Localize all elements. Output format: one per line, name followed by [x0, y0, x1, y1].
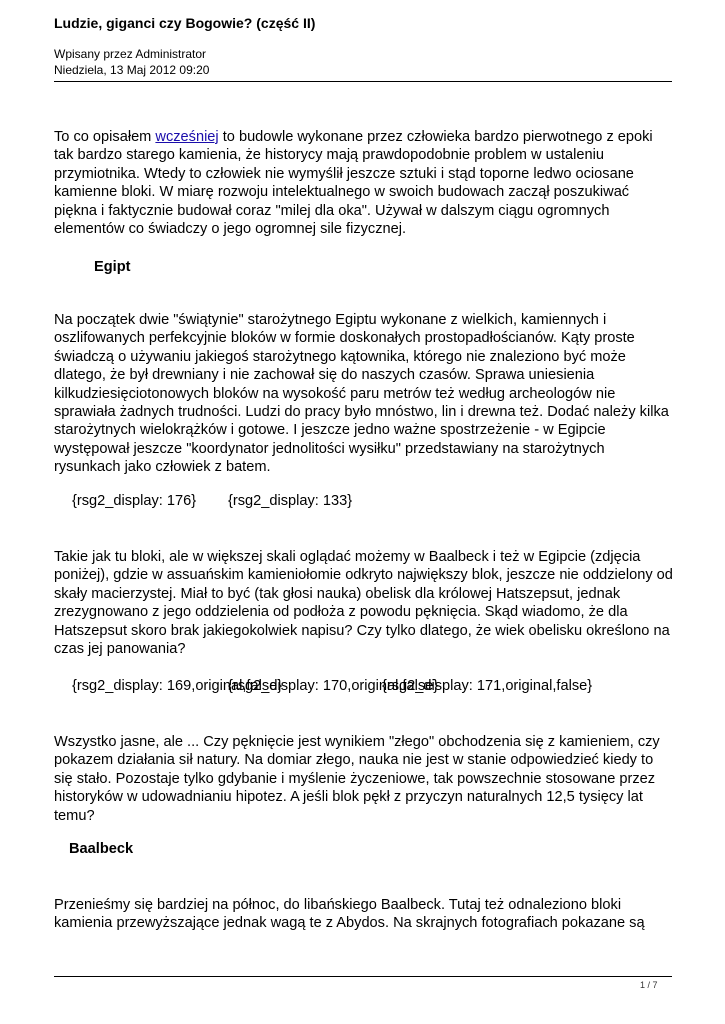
intro-paragraph — [54, 128, 679, 238]
image-placeholder: {rsg2_display: 169,original,false} — [72, 678, 283, 694]
paragraph-line: temu? — [54, 807, 95, 824]
paragraph-line: historyków w udowadnianiu hipotez. A jeśli blok pękł z przyczyn naturalnych 12,5 tysięcy lat — [54, 789, 643, 806]
paragraph-line: przymiotnika. Wtedy to człowiek nie wymyślił jeszcze sztuki i stąd toporne ledwo ociosane — [54, 165, 634, 182]
image-placeholder: {rsg2_display: 176} — [72, 493, 197, 509]
quarry-paragraph — [54, 548, 679, 658]
section-heading-egipt: Egipt — [94, 259, 131, 275]
paragraph-line: starożytnych wielokrążków i gotowe. I jeszcze jedno ważne spostrzeżenie - w Egipcie — [54, 422, 606, 439]
intro-first-line — [54, 128, 679, 146]
paragraph-line: występował jeszcze "koordynator jednolitości wysiłku" przedstawiany na starożytnych — [54, 440, 605, 457]
paragraph-line: Przenieśmy się bardziej na północ, do libańskiego Baalbeck. Tutaj też odnaleziono bloki — [54, 897, 622, 913]
image-placeholder: {rsg2_display: 133} — [228, 493, 353, 509]
intro-text-after: to budowle wykonane przez człowieka bardzo pierwotnego z epoki — [218, 129, 653, 145]
paragraph-line: Wszystko jasne, ale ... Czy pęknięcie jest wynikiem "złego" obchodzenia się z kamieniem, czy — [54, 734, 660, 750]
paragraph-line: kamienia przewyższające jednak wagą te z Abydos. Na skrajnych fotografiach pokazane są — [54, 915, 645, 932]
footer-divider — [54, 976, 672, 977]
baalbeck-paragraph — [54, 896, 679, 933]
image-placeholder-row — [0, 677, 725, 697]
paragraph-line: skały macierzystej. Miał to być (tak głosi nauka) obelisk dla królowej Hatszepsut, jednak — [54, 585, 621, 602]
intro-text-before: To co opisałem — [54, 129, 156, 145]
paragraph-line: rysunkach jako człowiek z batem. — [54, 459, 271, 476]
paragraph-line: się stało. Pozostaje tylko gdybanie i myślenie życzeniowe, tak powszechnie stosowane przez — [54, 770, 656, 787]
paragraph-line: Hatszepsut skoro brak jakiegokolwiek napisu? Czy tylko dlatego, że wiek obelisku określono na — [54, 622, 670, 639]
article-title: Ludzie, giganci czy Bogowie? (część II) — [54, 15, 316, 31]
paragraph-line: kamienne bloki. W miarę rozwoju intelektualnego w swoich budowach zaczął poszukiwać — [54, 184, 630, 201]
page-number: 1 / 7 — [640, 980, 658, 990]
section-heading-baalbeck: Baalbeck — [69, 841, 134, 857]
author-line: Wpisany przez Administrator — [54, 47, 207, 61]
paragraph-line: zrezygnowano z jego oddzielenia od podłoża z powodu pęknięcia. Skąd wiadomo, że dla — [54, 604, 628, 621]
paragraph-line: sprawiała żadnych trudności. Ludzi do pracy było mnóstwo, lin i drewna też. Dodać należy kilka — [54, 404, 669, 421]
paragraph-line: świadczą o używaniu jakiegoś starożytnego kątownika, którego nie znaleziono być może — [54, 348, 626, 365]
paragraph-line: Takie jak tu bloki, ale w większej skali oglądać możemy w Baalbeck i też w Egipcie (zdjęcia — [54, 549, 641, 565]
egipt-paragraph — [54, 311, 679, 477]
header-divider — [54, 81, 672, 82]
paragraph-line: kilkudziesięciotonowych bloków na wysokość paru metrów też według archeologów nie — [54, 385, 616, 402]
paragraph-line: Na początek dwie "świątynie" starożytnego Egiptu wykonane z wielkich, kamiennych i — [54, 312, 607, 328]
crack-paragraph — [54, 733, 679, 825]
paragraph-line: pokazem działania sił natury. Na domiar złego, nauka nie jest w stanie odpowiedzieć kiedy to — [54, 752, 654, 769]
date-line: Niedziela, 13 Maj 2012 09:20 — [54, 63, 210, 77]
image-placeholder-row — [0, 492, 725, 512]
paragraph-line: oszlifowanych perfekcyjnie bloków w formie doskonałych prostopadłościanów. Kąty proste — [54, 330, 635, 347]
image-placeholder: {rsg2_display: 171,original,false} — [382, 678, 593, 694]
paragraph-line: tak bardzo starego kamienia, że historycy mają prawdopodobnie problem w ustaleniu — [54, 147, 604, 164]
paragraph-line: czas jej panowania? — [54, 641, 186, 658]
paragraph-line: dlatego, że był drewniany i nie zachował się do naszych czasów. Sprawa uniesienia — [54, 367, 595, 384]
earlier-link[interactable]: wcześniej — [155, 129, 219, 145]
paragraph-line: elementów co świadczy o jego ogromnej sile fizycznej. — [54, 221, 407, 238]
image-placeholder: {rsg2_display: 170,original,false} — [228, 678, 439, 694]
paragraph-line: piękna i faktycznie budował coraz "milej dla oka". Używał w dalszym ciągu ogromnych — [54, 202, 610, 219]
paragraph-line: poniżej), gdzie w assuańskim kamieniołomie odkryto największy blok, jeszcze nie oddzielony od — [54, 567, 673, 584]
